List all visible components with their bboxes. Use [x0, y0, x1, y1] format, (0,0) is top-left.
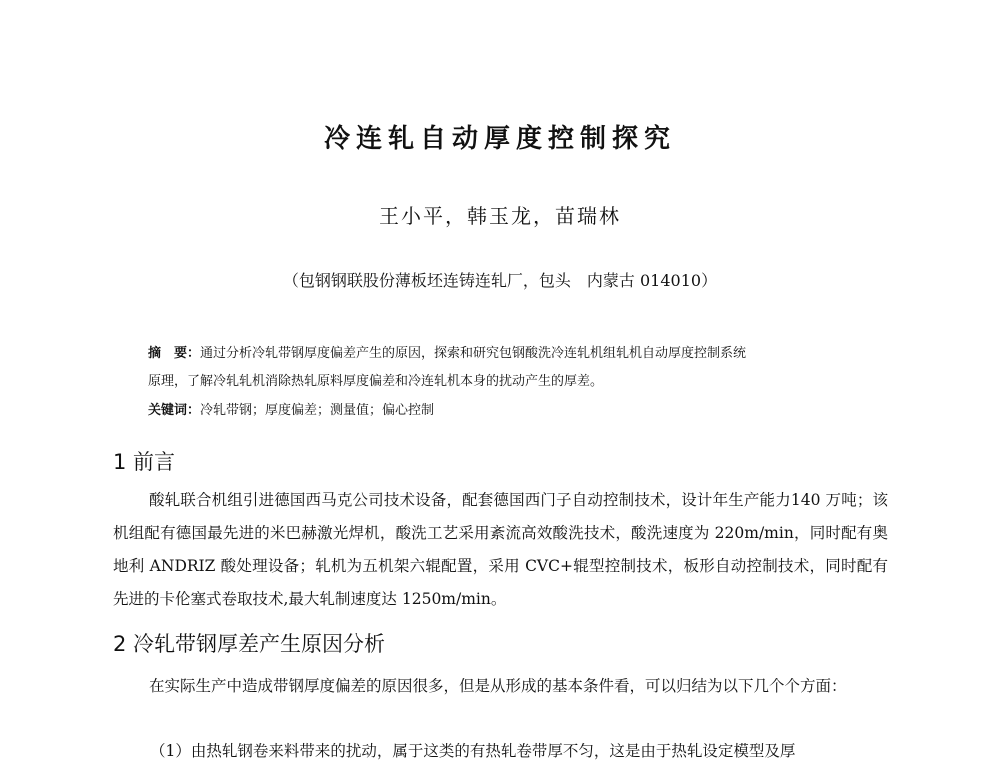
abstract-line-2: [148, 368, 878, 395]
keywords-text: 冷轧带钢；厚度偏差；测量值；偏心控制: [200, 403, 435, 418]
section-paragraph-cause: 在实际生产中造成带钢厚度偏差的原因很多，但是从形成的基本条件看，可以归结为以下几个个方面：: [149, 677, 847, 695]
author-affiliation: （包钢钢联股份薄板坯连铸连轧厂，包头 内蒙古 014010）: [282, 271, 718, 290]
section-list-item-1: （1）由热轧钢卷来料带来的扰动，属于这类的有热轧卷带厚不匀，这是由于热轧设定模型及厚: [150, 742, 796, 760]
section-paragraph-intro: 酸轧联合机组引进德国西马克公司技术设备，配套德国西门子自动控制技术，设计年生产能力140 万吨；该机组配有德国最先进的米巴赫激光焊机，酸洗工艺采用紊流高效酸洗技术，酸洗速度为 220m/min，同时配有奥地利 ANDRIZ 酸处理设备；轧机为五机架六辊配置，采用 CVC+辊型控制技术，板形自动控制技术，同时配有先进的卡伦塞式卷取技术,最大轧制速度达 1250m/min。: [113, 491, 888, 608]
paper-title: 冷连轧自动厚度控制探究: [323, 124, 676, 154]
abstract-text-2: 原理，了解冷轧轧机消除热轧原料厚度偏差和冷连轧机本身的扰动产生的厚差。: [148, 374, 604, 389]
abstract-line-1: [148, 340, 878, 367]
abstract-label: 摘 要：: [148, 346, 201, 361]
keywords-label: 关键词：: [148, 403, 201, 418]
section-heading-cause: 2 冷轧带钢厚差产生原因分析: [113, 632, 386, 656]
keywords-line: [148, 397, 878, 424]
abstract-text-1: 通过分析冷轧带钢厚度偏差产生的原因，探索和研究包钢酸洗冷连轧机组轧机自动厚度控制系统: [200, 346, 747, 361]
section-heading-intro: 1 前言: [113, 450, 176, 474]
author-list: 王小平，韩玉龙，苗瑞林: [379, 204, 621, 228]
